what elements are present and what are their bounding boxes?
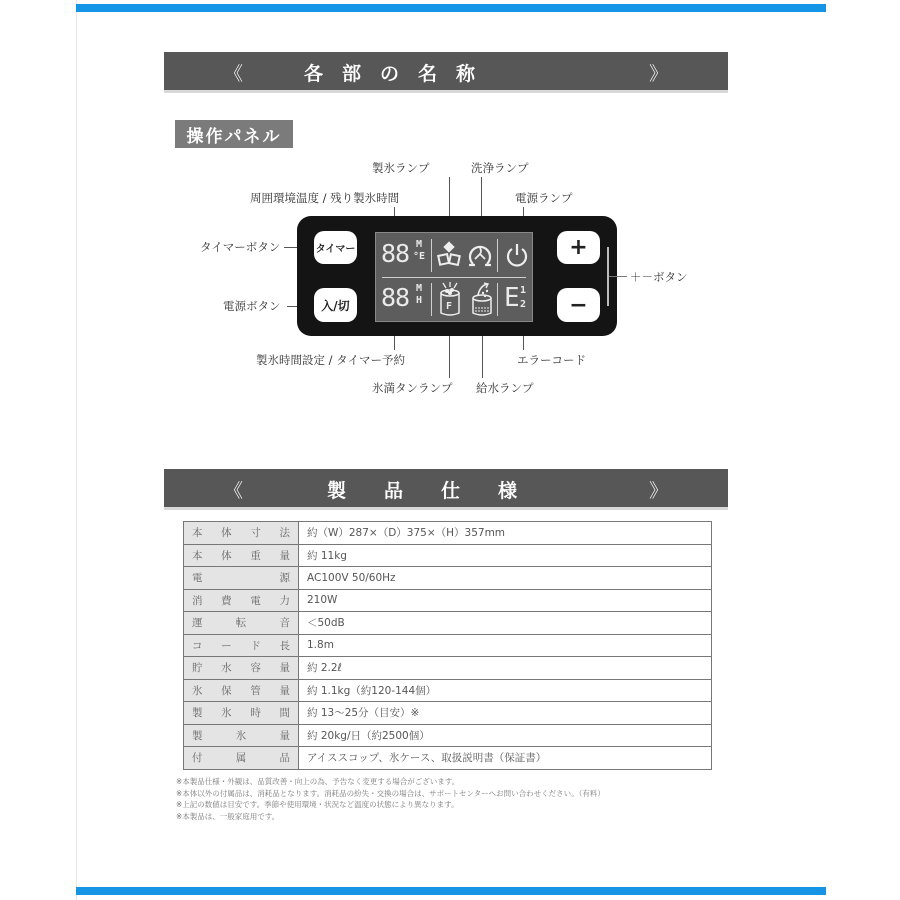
lcd-divider [497,239,498,272]
spec-label-char: ド [250,639,261,652]
spec-label-chars [192,638,290,653]
spec-label-char: 量 [279,549,290,562]
spec-label-char: 付 [192,752,203,765]
label-timer-button: タイマーボタン [200,240,281,254]
lcd-full-f: F [446,301,453,312]
spec-label-chars [192,593,290,608]
right-bracket: 》 [648,480,668,502]
spec-label [184,634,299,657]
spec-label-chars [192,705,290,720]
table-row [184,612,712,635]
spec-label-char: 氷 [235,729,247,742]
spec-label-char: 容 [250,662,261,675]
spec-label [184,544,299,567]
spec-label-char: 法 [279,527,290,540]
spec-label-char: 時 [250,707,261,720]
bottom-accent-bar [76,887,826,895]
spec-label-char: 寸 [250,527,261,540]
label-ambient-temp: 周囲環境温度 / 残り製氷時間 [250,191,400,205]
lcd-bottom-digits: 88 [381,283,410,312]
footnotes [176,776,605,822]
spec-table [183,521,712,770]
spec-value: 約 1.1kg（約120-144個） [299,679,712,702]
spec-label-char: 費 [221,594,232,607]
lcd-error-1: 1 [520,285,527,296]
spec-value: アイススコップ、氷ケース、取扱説明書（保証書） [299,747,712,770]
ice-making-icon [436,240,462,270]
spec-label [184,589,299,612]
spec-label-char: 量 [279,662,290,675]
spec-label-char: 重 [250,549,261,562]
table-row [184,522,712,545]
label-plus-minus-button: ＋－ボタン [630,270,688,284]
subheader-control-panel: 操作パネル [175,120,293,148]
section-title: 各 部 の 名 称 [304,63,476,85]
table-row [184,747,712,770]
section-title: 製 品 仕 様 [327,480,518,502]
spec-label-chars [192,525,290,540]
spec-label-char: 転 [235,617,247,630]
label-ice-time-setting: 製氷時間設定 / タイマー予約 [256,353,405,367]
lcd-top-unit-m: M [416,239,423,250]
label-ice-full-lamp: 氷満タンランプ [372,381,453,395]
timer-button[interactable]: タイマー [314,231,357,264]
spec-label-chars [192,615,290,630]
left-bracket: 《 [224,480,244,502]
lcd-error-e: E [504,283,520,313]
spec-label-char: 保 [221,684,232,697]
spec-value: 約（W）287×（D）375×（H）357mm [299,522,712,545]
footnote: ※本製品仕様・外観は、品質改善・向上の為、予告なく変更する場合がございます。 [176,777,460,786]
water-supply-icon [470,281,494,319]
spec-label-char: ー [221,639,232,652]
spec-label-chars [192,660,290,675]
spec-label [184,702,299,725]
lcd-horizontal-divider [382,277,526,278]
label-power-button: 電源ボタン [223,299,281,313]
spec-value: AC100V 50/60Hz [299,567,712,590]
spec-label-char: 本 [192,549,203,562]
table-row [184,724,712,747]
table-row [184,589,712,612]
label-power-lamp: 電源ランプ [515,191,573,205]
lcd-divider [431,239,432,272]
leader-line-plus-minus [609,276,627,277]
right-bracket: 》 [648,63,668,85]
spec-value: 210W [299,589,712,612]
footnote: ※本体以外の付属品は、消耗品となります。消耗品の紛失・交換の場合は、サポートセンターへお問い合わせください。（有料） [176,788,605,798]
spec-label-chars [192,750,290,765]
spec-label-char: 氷 [192,684,203,697]
table-row [184,679,712,702]
spec-label-char: 音 [279,617,290,630]
spec-label-char: 水 [221,662,232,675]
spec-label [184,679,299,702]
spec-label-char: 属 [235,752,247,765]
spec-label-char: 製 [192,707,203,720]
power-lamp-icon [504,241,530,269]
spec-value: 約 11kg [299,544,712,567]
footnote: ※本製品は、一般家庭用です。 [176,811,280,821]
table-row [184,634,712,657]
footnote: ※上記の数値は目安です。季節や使用環境・状況など温度の状態により異なります。 [176,800,459,809]
spec-label-char: 電 [192,572,203,585]
lcd-divider [431,283,432,316]
lcd-top-unit-c: °E [413,251,426,262]
spec-label-char: 体 [221,549,232,562]
spec-label-chars [192,548,290,563]
spec-label-char: 品 [279,752,290,765]
plus-button[interactable]: + [557,231,600,264]
top-accent-bar [76,4,826,12]
spec-label [184,612,299,635]
label-ice-lamp: 製氷ランプ [372,161,430,175]
spec-label-char: 体 [221,527,232,540]
spec-label-char: コ [192,639,203,652]
spec-value: 約 20kg/日（約2500個） [299,724,712,747]
section-header-part-names [164,52,728,90]
spec-value: 約 2.2ℓ [299,657,712,680]
lcd-bottom-unit-m: M [416,283,423,294]
spec-label-char: 製 [192,729,203,742]
cleaning-icon [466,241,494,269]
label-water-lamp: 給水ランプ [476,381,534,395]
section-header-specifications [164,469,728,507]
lcd-bottom-unit-h: H [416,295,423,306]
spec-label-char: 管 [250,684,261,697]
spec-label-chars [192,570,290,585]
spec-label [184,522,299,545]
spec-label-char: 消 [192,594,203,607]
ice-full-icon [438,281,462,319]
spec-label-char: 源 [279,572,290,585]
spec-label-char: 量 [279,684,290,697]
label-clean-lamp: 洗浄ランプ [471,161,529,175]
spec-label-chars [192,728,290,743]
table-row [184,702,712,725]
spec-label [184,724,299,747]
spec-value: ＜50dB [299,612,712,635]
spec-label-char: 長 [279,639,290,652]
spec-label-chars [192,683,290,698]
lcd-error-2: 2 [520,299,527,310]
lcd-top-digits: 88 [381,239,410,268]
spec-label-char: 氷 [221,707,232,720]
table-row [184,544,712,567]
label-error-code: エラーコード [517,353,586,367]
spec-label-char: 量 [279,729,290,742]
spec-label-char: 運 [192,617,203,630]
spec-value: 約 13～25分（目安）※ [299,702,712,725]
lcd-display [375,232,533,322]
spec-label-char: 貯 [192,662,203,675]
spec-label-char: 間 [279,707,290,720]
minus-button[interactable]: − [557,288,600,322]
table-row [184,657,712,680]
spec-label [184,747,299,770]
left-bracket: 《 [224,63,244,85]
power-button[interactable]: 入/切 [314,288,357,322]
spec-label-char: 力 [279,594,290,607]
lcd-divider [497,283,498,316]
spec-label [184,567,299,590]
spec-label-char: 電 [250,594,261,607]
spec-label [184,657,299,680]
spec-value: 1.8m [299,634,712,657]
spec-label-char: 本 [192,527,203,540]
table-row [184,567,712,590]
